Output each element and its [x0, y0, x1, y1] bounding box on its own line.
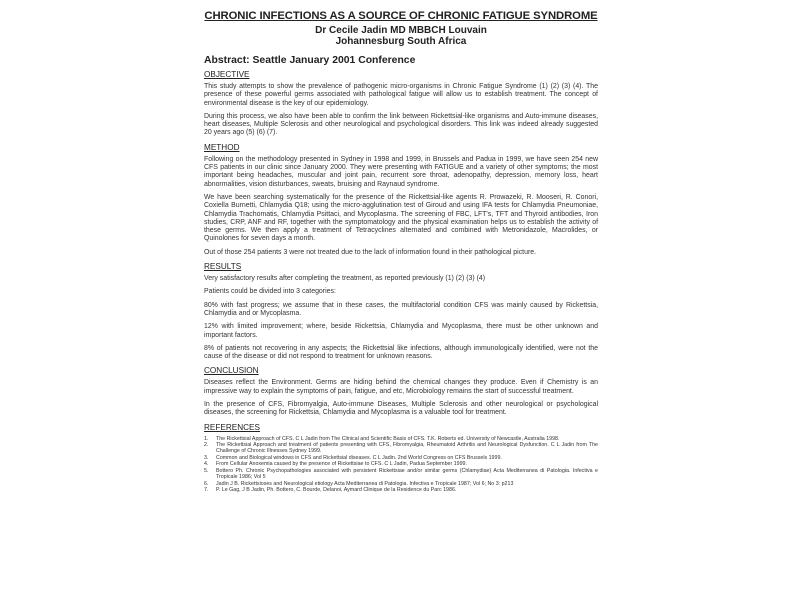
- results-paragraph: 8% of patients not recovering in any aspects; the Rickettsial like infections, although immunologically identified, were not the cause of the disease or did not respond to treatment for unknown reasons.: [204, 344, 598, 361]
- reference-item: [204, 436, 598, 442]
- method-paragraph: Out of those 254 patients 3 were not treated due to the lack of information found in their pathological picture.: [204, 248, 537, 256]
- reference-item: [204, 481, 598, 487]
- reference-text: P. Le Gag, J B Jadin, Ph. Bottero, C. Bourde, Delanoi, Aymard Clinique de la Residence du Parc 1986.: [216, 487, 457, 494]
- conclusion-paragraph: In the presence of CFS, Fibromyalgia, Auto-immune Diseases, Multiple Sclerosis and other neurological or psychological diseases, the screening for Rickettsia, Chlamydia and Mycoplasma is a valuable tool for treatment.: [204, 401, 598, 417]
- results-paragraph: 80% with fast progress; we assume that in these cases, the multifactorial condition CFS was mainly caused by Rickettsia, Chlamydia and or Mycoplasma.: [204, 301, 598, 317]
- results-paragraph: Patients could be divided into 3 categories:: [204, 288, 336, 296]
- objective-heading: OBJECTIVE: [204, 70, 250, 79]
- method-paragraph: Following on the methodology presented in Sydney in 1998 and 1999, in Brussels and Padua in 1999, we have seen 254 new CFS patients in our clinic since January 2000. They were presenting with FATIGUE and a variety of other symptoms; the most important being headaches, muscular and joint pain, recurrent sore throat, adenopathy, depression, memory loss, heart abnormalities, vision disturbances, sweats, bruising and Raynaud syndrome.: [204, 155, 598, 188]
- reference-number: 4.: [204, 461, 209, 468]
- reference-item: [204, 468, 598, 481]
- references-list: [204, 436, 598, 494]
- objective-paragraph: This study attempts to show the prevalence of pathogenic micro-organisms in Chronic Fatigue Syndrome (1) (2) (3) (4). The presence of these powerful germs associated with pathological fatigue will allow us to establish treatment. The concept of environmental disease is the key of our epidemiology.: [204, 83, 598, 107]
- reference-number: 6.: [204, 480, 209, 487]
- reference-text: Common and Biological windows in CFS and Rickettsial diseases. C L Jadin. 2nd World Congress on CFS Brussels 1999.: [216, 454, 502, 461]
- reference-item: [204, 455, 598, 461]
- results-heading: RESULTS: [204, 262, 242, 272]
- reference-item: [204, 487, 598, 493]
- objective-paragraph: During this process, we also have been able to confirm the link between Rickettsial-like organisms and Auto-immune diseases, heart diseases, Multiple Sclerosis and other neurological and psychological disorders. This link was indeed already suggested 20 years ago (5) (6) (7).: [204, 112, 598, 137]
- author-name: Dr Cecile Jadin MD MBBCH Louvain: [315, 25, 487, 36]
- references-heading: REFERENCES: [204, 422, 260, 432]
- document-content: [204, 10, 598, 494]
- abstract-heading: Abstract: Seattle January 2001 Conference: [204, 55, 416, 66]
- author-location: Johannesburg South Africa: [335, 36, 467, 47]
- method-heading: METHOD: [204, 142, 240, 152]
- reference-text: Bottero Ph. Chronic Psychopathologies associated with persistent Rickettsiae and/or similar germs (Chlamydiae) Acta Mediterranea di Patologia. Infectiva e Tropicale 1986; Vol 5: [216, 467, 598, 481]
- document-title: CHRONIC INFECTIONS AS A SOURCE OF CHRONIC FATIGUE SYNDROME: [204, 10, 598, 22]
- conclusion-heading: CONCLUSION: [204, 366, 259, 376]
- reference-text: From Cellular Anoxemia caused by the presence of Rickettsiae to CFS. C L Jadin, Padua September 1999.: [216, 461, 467, 468]
- results-paragraph: Very satisfactory results after completing the treatment, as reported previously (1) (2) (3) (4): [204, 275, 486, 283]
- reference-text: Jadin J B. Rickettsioses and Neurological etiology Acta Mediterranea di Patologia. Infectiva e Tropicale 1987; Vol 6; No 3: p213: [216, 480, 514, 487]
- reference-number: 5.: [204, 467, 209, 474]
- reference-number: 3.: [204, 454, 209, 461]
- reference-text: The Rickettsial Approach and treatment of patients presenting with CFS, Fibromyalgia, Rheumatoid Arthritis and Neurological Dysfunction. C L Jadin from The Challenge of Chronic Illnesses Sydney 1999.: [216, 442, 598, 455]
- reference-text: The Rickettsial Approach of CFS. C L Jadin from The Clinical and Scientific Basis of CFS. T.K. Roberts ed. University of Newcastle, Australia 1998.: [216, 435, 560, 442]
- conclusion-paragraph: Diseases reflect the Environment. Germs are hiding behind the chemical changes they produce. Even if Chemistry is an impressive way to explain the symptoms of pain, fatigue, and etc, Microbiology remains the start of successful treatment.: [204, 379, 598, 395]
- reference-item: [204, 461, 598, 467]
- reference-number: 2.: [204, 442, 209, 449]
- results-paragraph: 12% with limited improvement; where, beside Rickettsia, Chlamydia and Mycoplasma, there must be other unknown and important factors.: [204, 323, 598, 339]
- reference-item: [204, 442, 598, 455]
- reference-number: 1.: [204, 435, 209, 442]
- method-paragraph: We have been searching systematically for the presence of the Rickettsial-like agents R. Prowazeki, R. Mooseri, R. Conori, Coxiella Burnetti, Chlamydia Q18; using the micro-agglutination test of Giroud and using IFA tests for Chlamydia Pneumoniae, Chlamydia Trachomatis, Chlamydia Psittaci, and Mycoplasma. The screening of FBC, LFT's, TFT and Thyroid antibodies, Iron studies, CRP, ANF and RF, together with the symptomatology and the physical examination helps us to establish the activity of these germs. We then apply a treatment of Tetracyclines alternated and combined with Metronidazole, Macrolides, or Quinolones for seven days a month.: [204, 193, 598, 243]
- reference-number: 7.: [204, 487, 209, 494]
